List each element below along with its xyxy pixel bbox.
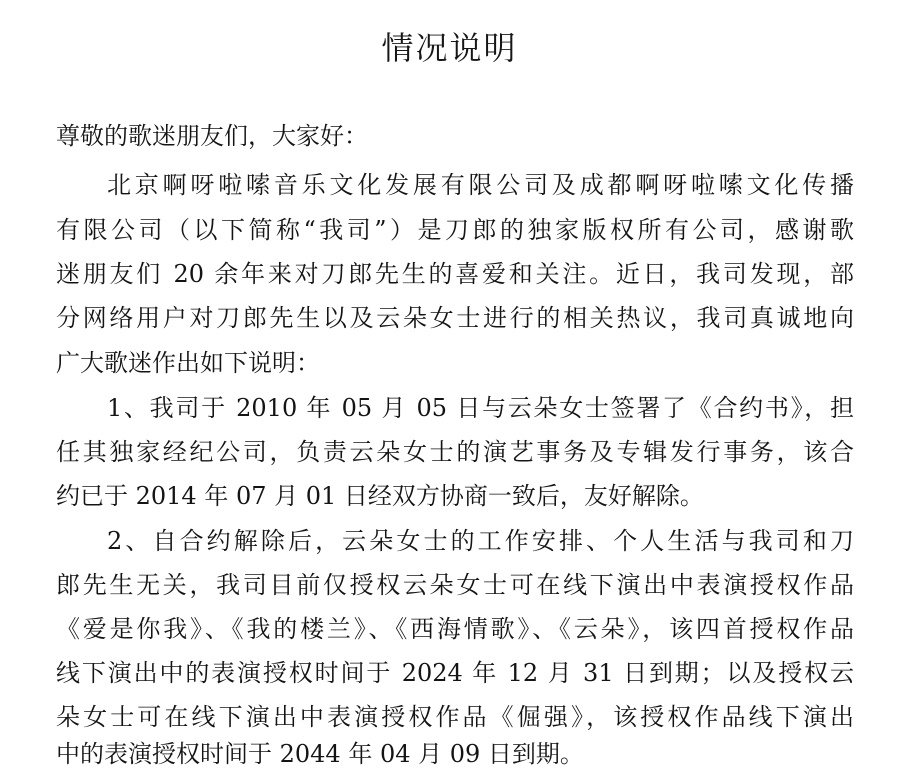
paragraph-line: 分网络用户对刀郎先生以及云朵女士进行的相关热议，我司真诚地向 xyxy=(56,304,854,332)
clause-1-line: 约已于 2014 年 07 月 01 日经双方协商一致后，友好解除。 xyxy=(56,482,704,510)
document-title: 情况说明 xyxy=(381,29,518,67)
greeting-line: 尊敬的歌迷朋友们，大家好： xyxy=(56,122,368,150)
paragraph-line: 广大歌迷作出如下说明： xyxy=(56,349,320,377)
clause-2-line: 线下演出中的表演授权时间于 2024 年 12 月 31 日到期；以及授权云 xyxy=(56,659,854,687)
clause-1-line: 1、我司于 2010 年 05 月 05 日与云朵女士签署了《合约书》，担 xyxy=(107,394,854,422)
clause-2-line: 中的表演授权时间于 2044 年 04 月 09 日到期。 xyxy=(56,740,584,768)
paragraph-line: 北京啊呀啦嗦音乐文化发展有限公司及成都啊呀啦嗦文化传播 xyxy=(107,171,854,199)
clause-2-line: 朵女士可在线下演出中表演授权作品《倔强》，该授权作品线下演出 xyxy=(56,703,854,731)
clause-2-line: 《爱是你我》、《我的楼兰》、《西海情歌》、《云朵》，该四首授权作品 xyxy=(56,615,854,643)
clause-1-line: 任其独家经纪公司，负责云朵女士的演艺事务及专辑发行事务，该合 xyxy=(56,438,854,466)
clause-2-line: 2、自合约解除后，云朵女士的工作安排、个人生活与我司和刀 xyxy=(107,527,854,555)
clause-2-line: 郎先生无关，我司目前仅授权云朵女士可在线下演出中表演授权作品 xyxy=(56,571,854,599)
paragraph-line: 迷朋友们 20 余年来对刀郎先生的喜爱和关注。近日，我司发现，部 xyxy=(56,260,854,288)
paragraph-line: 有限公司（以下简称“我司”）是刀郎的独家版权所有公司，感谢歌 xyxy=(56,216,854,244)
